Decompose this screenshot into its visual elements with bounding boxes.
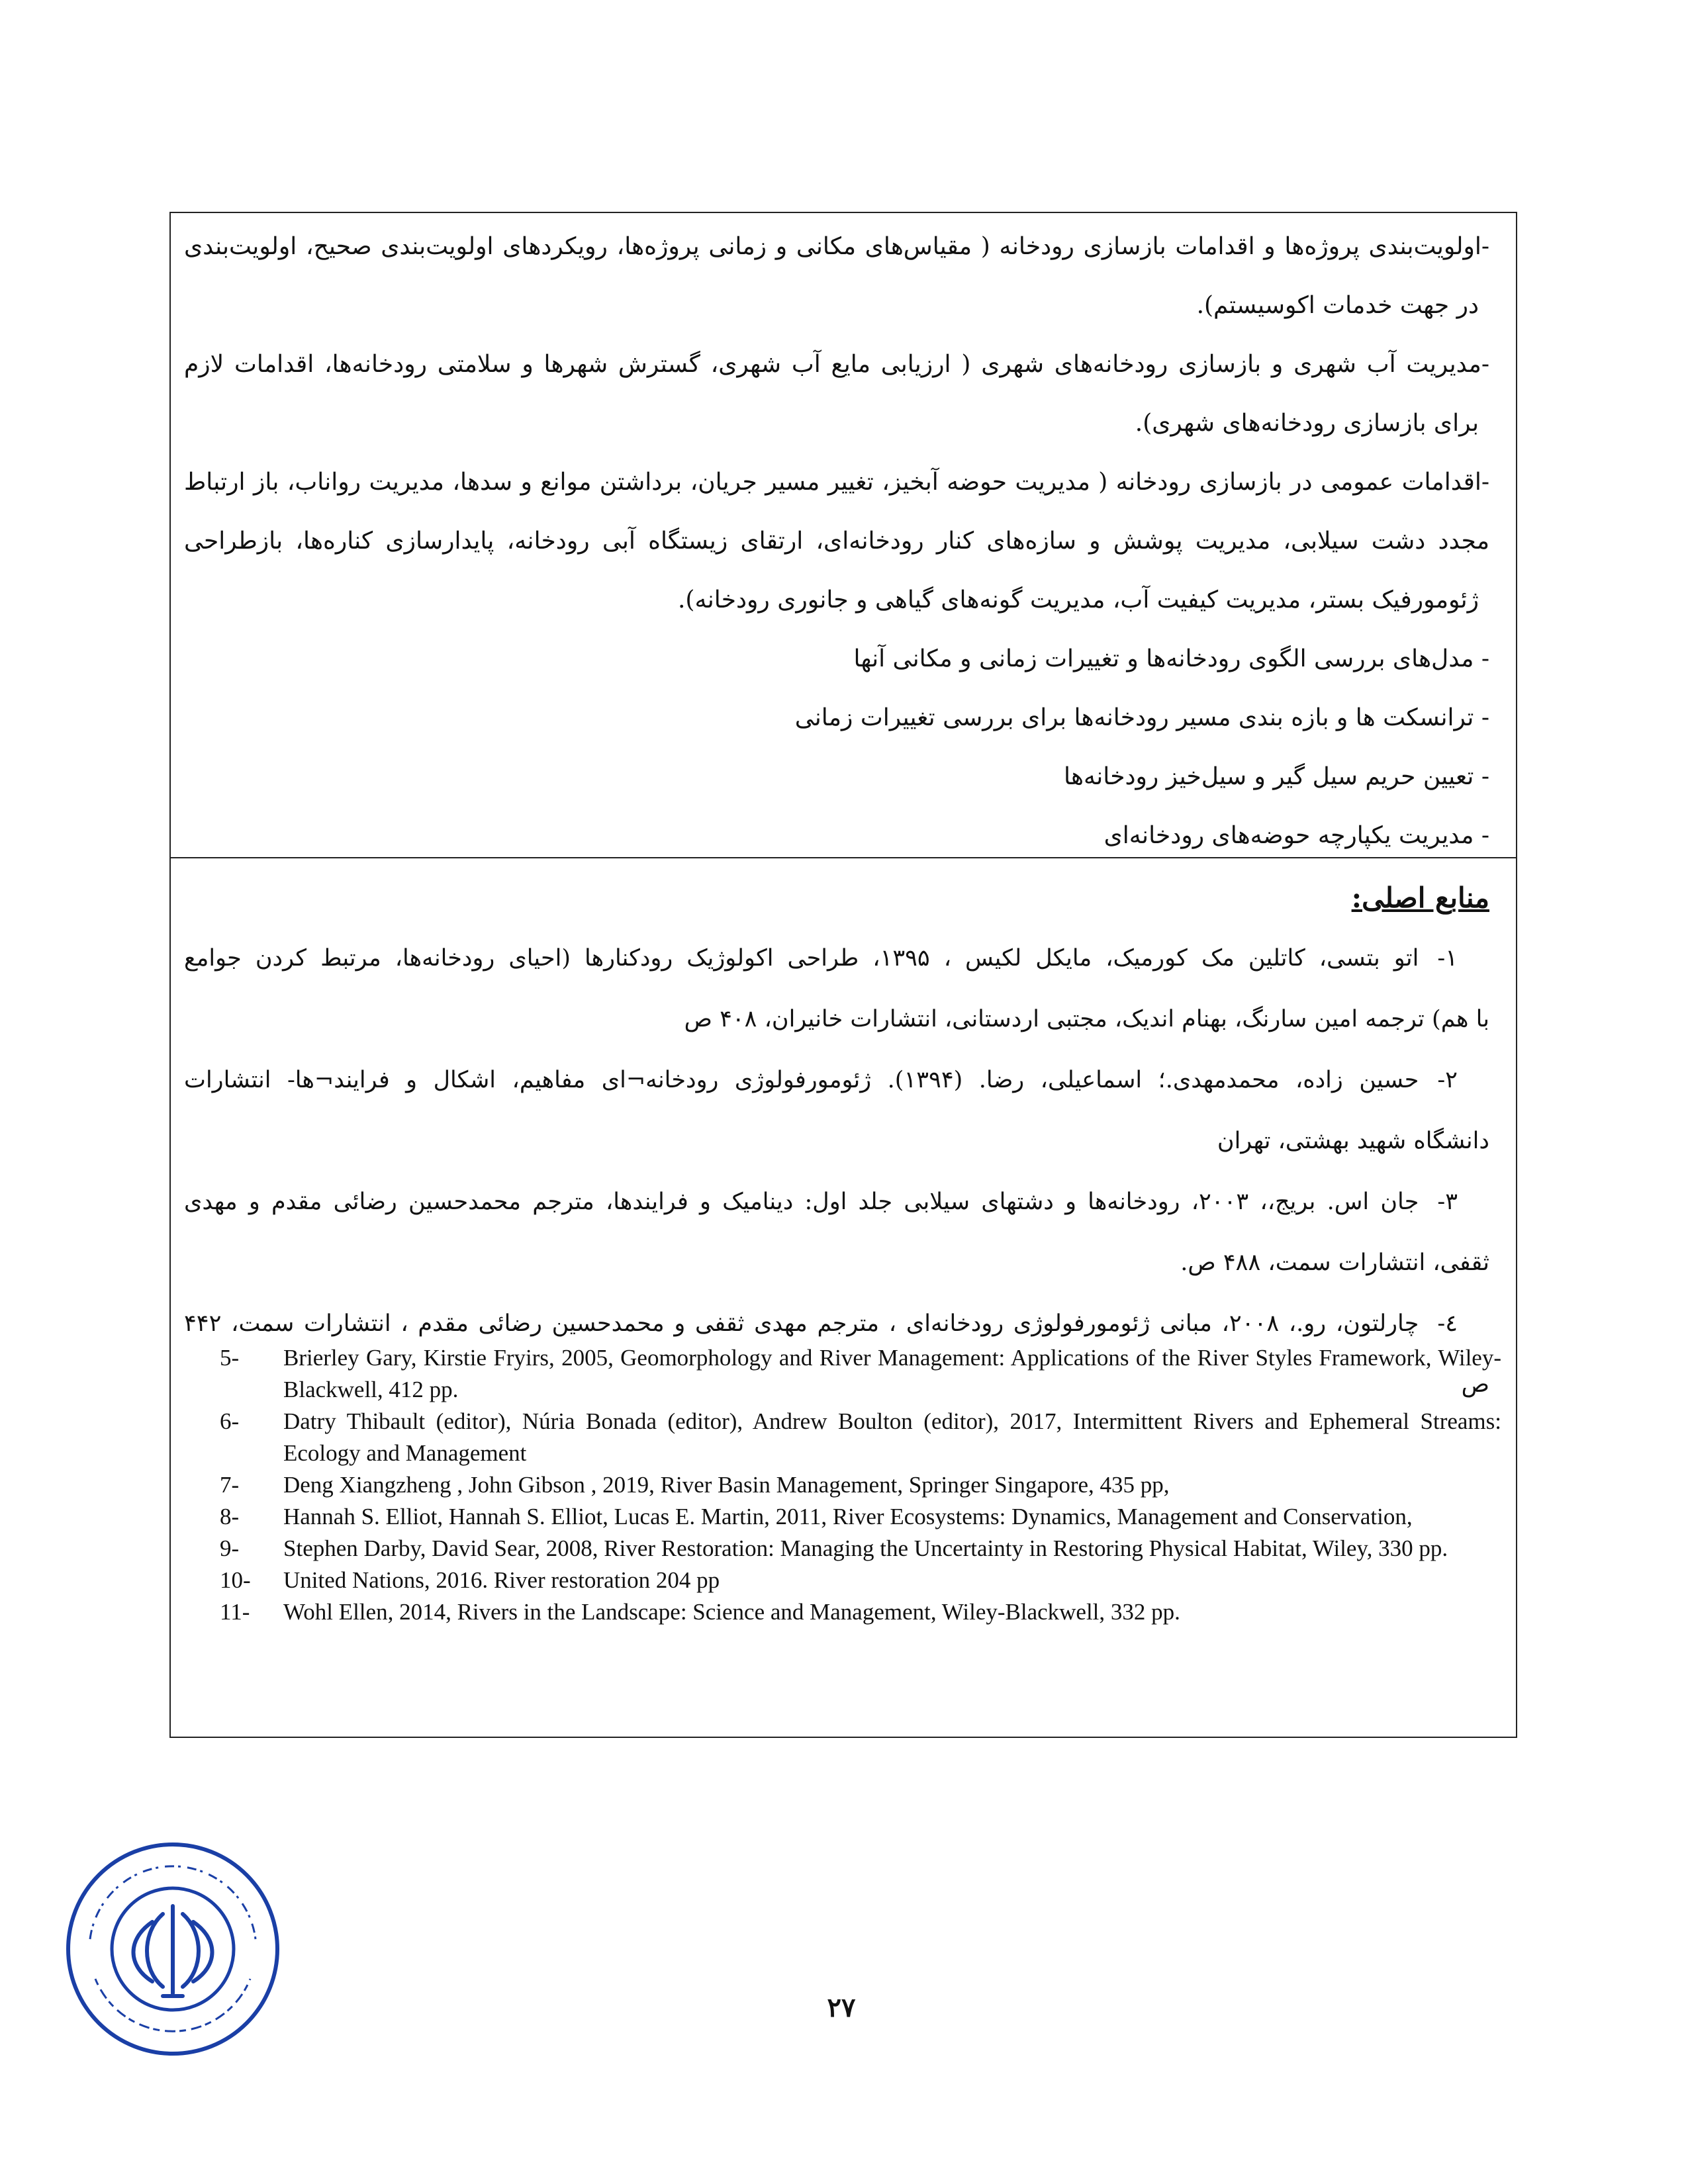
reference-text: اتو بتسی، کاتلین مک کورمیک، مایکل لکیس ، ۱۳۹۵، طراحی اکولوژیک رودکنارها (احیای رودخانه‌ها، مرتبط کردن جوامع: [184, 945, 1419, 972]
topic-line: - مدل‌های بررسی الگوی رودخانه‌ها و تغییرات زمانی و مکانی آنها: [853, 645, 1489, 672]
fa-reference: [184, 1171, 1489, 1293]
reference-text: ثقفی، انتشارات سمت، ۴۸۸ ص.: [1180, 1250, 1489, 1276]
ministry-seal-icon: [64, 1840, 282, 2058]
reference-text: دانشگاه شهید بهشتی، تهران: [1217, 1128, 1489, 1154]
reference-text: چارلتون، رو.، ۲۰۰۸، مبانی ژئومورفولوژی رودخانه‌ای ، مترجم مهدی ثقفی و محمدحسین رضائی مقدم ، انتشارات سمت، ۴۴۲: [184, 1310, 1419, 1337]
topic-line: -مدیریت آب شهری و بازسازی رودخانه‌های شهری ( ارزیابی مایع آب شهری، گسترش شهرها و سلامتی رودخانه‌ها، اقدامات لازم: [184, 351, 1489, 378]
reference-text: United Nations, 2016. River restoration 204 pp: [283, 1567, 720, 1593]
reference-text: Datry Thibault (editor), Núria Bonada (editor), Andrew Boulton (editor), 2017, Intermittent Rivers and Ephemeral Streams: Ecology and Management: [283, 1408, 1501, 1466]
topic-line: در جهت خدمات اکوسیستم).: [1196, 292, 1479, 319]
en-reference: [220, 1533, 1501, 1565]
reference-number: ٤-: [1437, 1310, 1458, 1337]
reference-number: 8-: [220, 1504, 240, 1529]
topics-list: [184, 217, 1489, 865]
en-reference: [220, 1469, 1501, 1501]
topic-line: -اقدامات عمومی در بازسازی رودخانه ( مدیریت حوضه آبخیز، تغییر مسیر جریان، برداشتن موانع و سدها، مدیریت رواناب، باز ارتباط: [184, 469, 1489, 496]
page-number: ۲۷: [827, 1992, 856, 2023]
reference-text: Stephen Darby, David Sear, 2008, River Restoration: Managing the Uncertainty in Restoring Physical Habitat, Wiley, 330 pp.: [283, 1535, 1448, 1561]
reference-number: 6-: [220, 1408, 240, 1434]
en-references: [220, 1342, 1501, 1628]
topic-line: مجدد دشت سیلابی، مدیریت پوشش و سازه‌های کنار رودخانه‌ای، ارتقای زیستگاه آبی رودخانه، پایدارسازی کناره‌ها، بازطراحی: [184, 527, 1489, 555]
reference-number: 9-: [220, 1535, 240, 1561]
reference-text: جان اس. بریج،، ۲۰۰۳، رودخانه‌ها و دشتهای سیلابی جلد اول: دینامیک و فرایندها، مترجم محمدحسین رضائی مقدم و مهدی: [184, 1189, 1419, 1215]
en-reference: [220, 1565, 1501, 1596]
en-reference: [220, 1406, 1501, 1469]
topic-line: - تعیین حریم سیل گیر و سیل‌خیز رودخانه‌ها: [1064, 763, 1489, 790]
reference-number: ۳-: [1437, 1189, 1458, 1215]
reference-text: Wohl Ellen, 2014, Rivers in the Landscape: Science and Management, Wiley-Blackwell, 332 pp.: [283, 1599, 1180, 1625]
topic-line: - ترانسکت ها و بازه بندی مسیر رودخانه‌ها برای بررسی تغییرات زمانی: [794, 704, 1489, 731]
en-reference: [220, 1342, 1501, 1406]
topic-line: -اولویت‌بندی پروژه‌ها و اقدامات بازسازی رودخانه ( مقیاس‌های مکانی و زمانی پروژه‌ها، رویکردهای اولویت‌بندی صحیح، اولویت‌بندی: [184, 233, 1489, 260]
en-reference: [220, 1501, 1501, 1533]
en-reference: [220, 1596, 1501, 1628]
reference-number: 7-: [220, 1472, 240, 1498]
reference-number: ۲-: [1437, 1067, 1458, 1093]
topic-line: - مدیریت یکپارچه حوضه‌های رودخانه‌ای: [1103, 822, 1489, 849]
reference-number: 10-: [220, 1567, 251, 1593]
sources-title: منابع اصلی:: [1351, 882, 1489, 914]
reference-text: Hannah S. Elliot, Hannah S. Elliot, Lucas E. Martin, 2011, River Ecosystems: Dynamics, Management and Conservation,: [283, 1504, 1413, 1529]
reference-text: حسین زاده، محمدمهدی.؛ اسماعیلی، رضا. (۱۳۹۴). ژئومورفولوژی رودخانه¬ای مفاهیم، اشکال و فرایند¬ها- انتشارات: [184, 1067, 1419, 1093]
fa-reference: [184, 1050, 1489, 1171]
reference-number: 5-: [220, 1345, 240, 1371]
reference-text: با هم) ترجمه امین سارنگ، بهنام اندیک، مجتبی اردستانی، انتشارات خانیران، ۴۰۸ ص: [684, 1006, 1489, 1032]
sources-section: [184, 868, 1489, 1415]
reference-text: Deng Xiangzheng , John Gibson , 2019, River Basin Management, Springer Singapore, 435 pp,: [283, 1472, 1170, 1498]
content-frame: [169, 212, 1517, 1738]
fa-reference: [184, 928, 1489, 1050]
topic-line: ژئومورفیک بستر، مدیریت کیفیت آب، مدیریت گونه‌های گیاهی و جانوری رودخانه).: [677, 586, 1479, 614]
reference-number: ۱-: [1437, 945, 1458, 972]
reference-number: 11-: [220, 1599, 250, 1625]
topic-line: برای بازسازی رودخانه‌های شهری).: [1135, 410, 1479, 437]
reference-text: ص: [1461, 1371, 1489, 1398]
section-divider: [171, 857, 1516, 858]
reference-text: Brierley Gary, Kirstie Fryirs, 2005, Geomorphology and River Management: Applications of the River Styles Framework, Wiley-Blackwell, 412 pp.: [283, 1345, 1501, 1402]
